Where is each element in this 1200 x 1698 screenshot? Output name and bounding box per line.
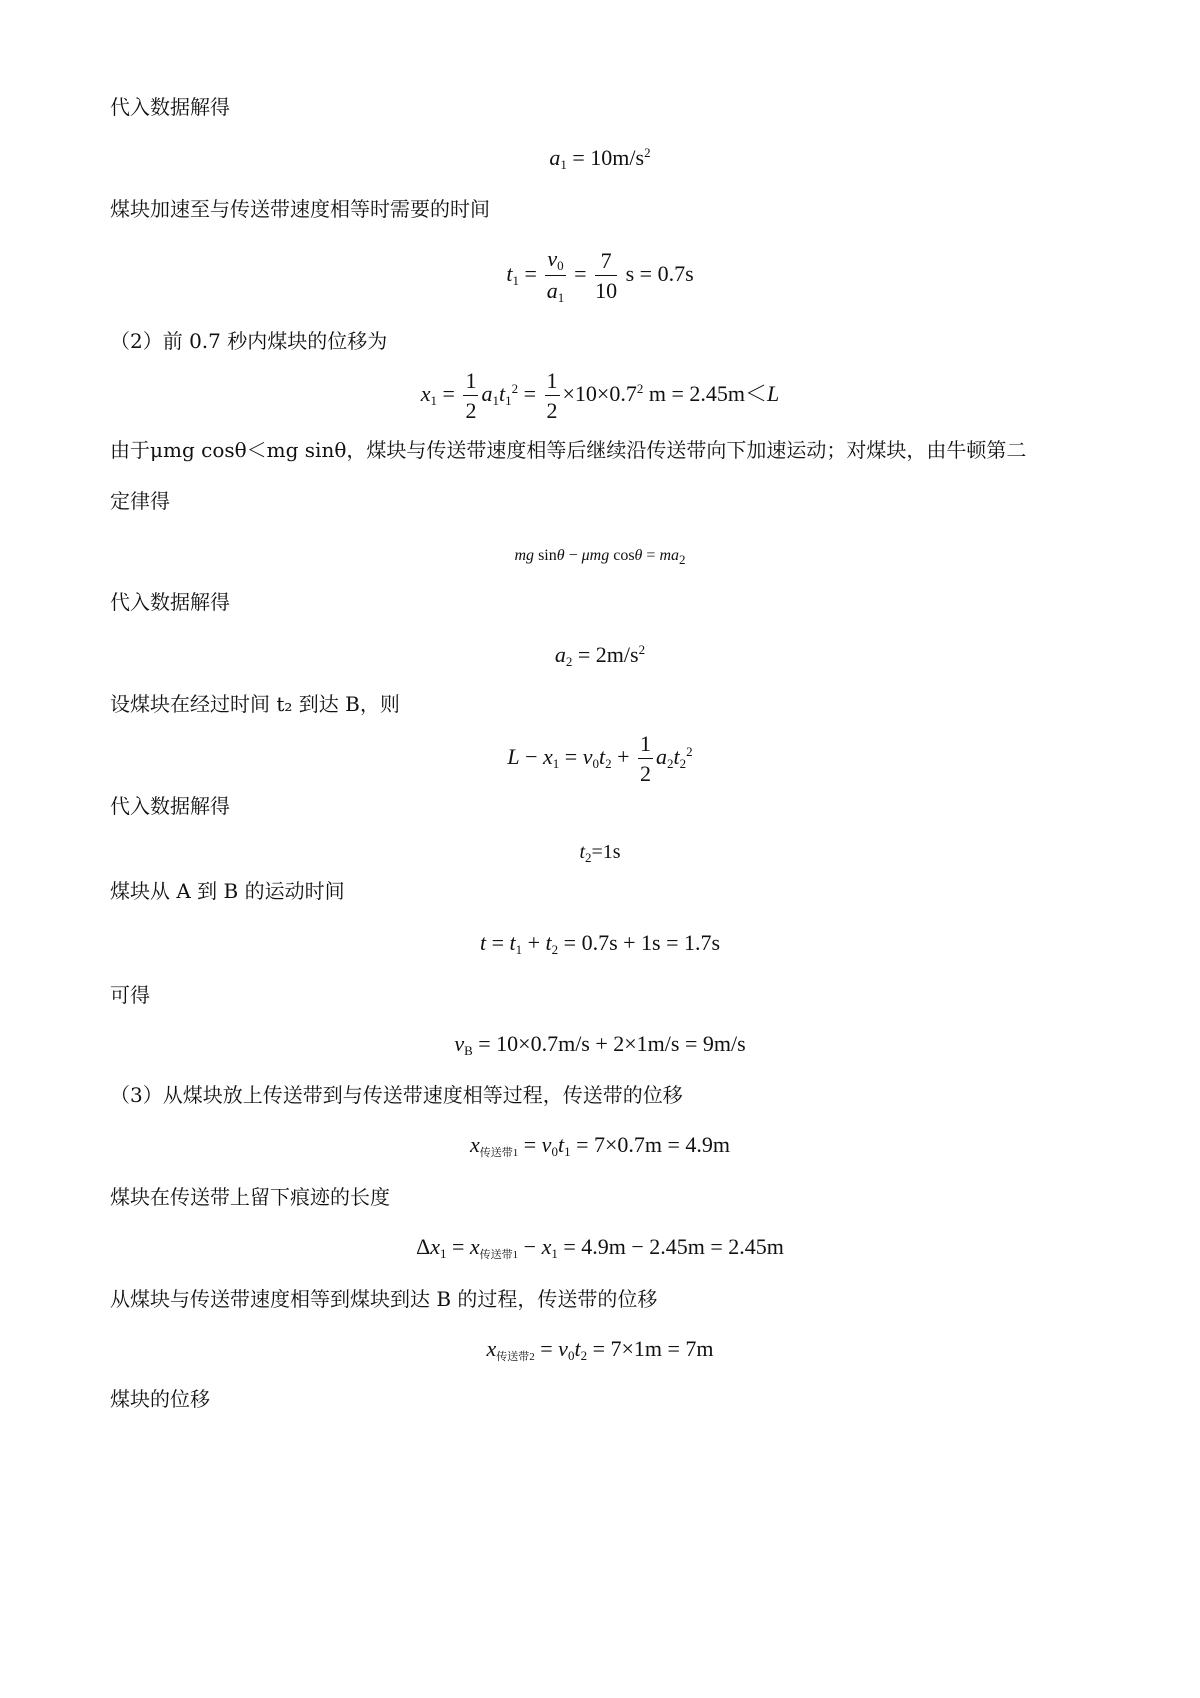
equation-belt-displacement-1: x传送带$1 = v_0t_1 = 7\times 0.7m = 4.9m$ [469, 1132, 731, 1159]
equation-displacement: $L - x_1 = v_0t_2$ + $\frac{1}{2}$ $a_2t_2^2$ [507, 731, 693, 786]
equation-t1: $t_1$ = $\frac{v_0}{a_1}$ = $\frac{7}{10}$ s = 0.7s [506, 246, 694, 305]
text-line: 从煤块与传送带速度相等到煤块到达 B 的过程，传送带的位移 [110, 1287, 658, 1311]
text-line: 代入数据解得 [110, 590, 230, 614]
text-line: 定律得 [110, 489, 170, 513]
text-line: 煤块的位移 [110, 1387, 210, 1411]
equation-belt-displacement-2: x传送带$2 = v_0t_2 = 7\times 1m = 7m$ [486, 1336, 714, 1363]
text-line: 代入数据解得 [110, 95, 230, 119]
text-line: 代入数据解得 [110, 794, 230, 818]
text-line: 煤块在传送带上留下痕迹的长度 [110, 1185, 390, 1209]
text-line: （2）前 0.7 秒内煤块的位移为 [110, 329, 388, 353]
equation-t2: $t_2=1s$ [579, 841, 621, 865]
text-line: 煤块从 A 到 B 的运动时间 [110, 879, 345, 903]
equation-newton: mg sinθ − μmg $\cos\theta = ma_2$ [514, 547, 686, 567]
text-line: （3）从煤块放上传送带到与传送带速度相等过程，传送带的位移 [110, 1083, 683, 1107]
equation-a2: $a_2 = 2m/s^2$ [554, 642, 646, 669]
equation-vb: $v_B = 10\times 0.7m/s + 2\times 1m/s = 9m/s$ [454, 1031, 746, 1058]
equation-total-time: $t = t_1 + t_2 = 0.7s + 1s = 1.7s$ [479, 930, 721, 957]
equation-trace-length: $\Delta x_1 = x$传送带$1 - x_1 = 4.9m - 2.45m = 2.45m$ [416, 1234, 784, 1261]
text-line: 设煤块在经过时间 t₂ 到达 B，则 [110, 692, 400, 716]
equation-a1: $a_1 = 10m/s^2$ [549, 145, 651, 172]
equation-x1: $x_1$ = $\frac{1}{2}$ $a_1t_1^2$ = $\frac{1}{2}$ $\times 10\times 0.7^2$ m = 2.45m＜L [420, 368, 780, 423]
text-line: 由于μmg cosθ＜mg sinθ，煤块与传送带速度相等后继续沿传送带向下加速运动；对煤块，由牛顿第二 [110, 438, 1027, 462]
text-line: 煤块加速至与传送带速度相等时需要的时间 [110, 197, 490, 221]
text-line: 可得 [110, 983, 150, 1007]
